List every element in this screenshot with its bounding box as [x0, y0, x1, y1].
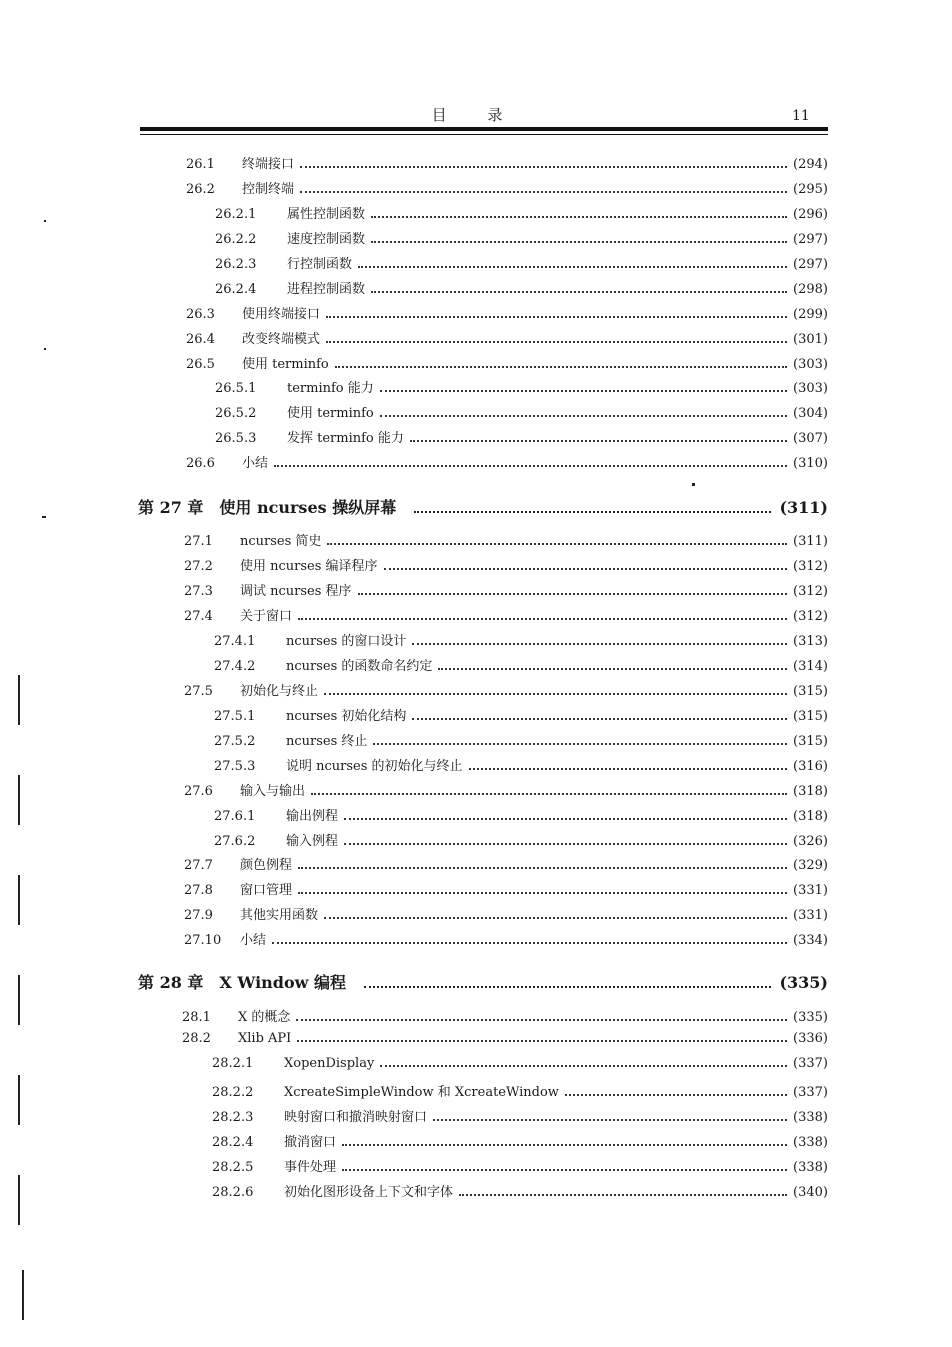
dot-leader — [298, 892, 787, 894]
dot-leader — [300, 166, 787, 168]
dot-leader — [414, 511, 771, 513]
section-number: 28.2.3 — [212, 1110, 254, 1125]
dot-leader — [300, 191, 787, 193]
section-page: (312) — [793, 609, 828, 624]
toc-chapter-28-heading — [138, 970, 828, 993]
section-page: (296) — [793, 207, 828, 222]
dot-leader — [344, 843, 787, 845]
section-number: 27.9 — [184, 908, 213, 923]
section-title: 输入与输出 — [240, 784, 306, 799]
dot-leader — [433, 1119, 787, 1121]
scan-mark — [18, 875, 20, 925]
toc-entry-27-4-1 — [214, 630, 828, 649]
dot-leader — [412, 718, 787, 720]
toc-entry-28-1 — [182, 1006, 828, 1025]
toc-entry-27-6-1 — [214, 805, 828, 824]
dot-leader — [297, 1040, 787, 1042]
section-page: (298) — [793, 282, 828, 297]
section-number: 27.5.1 — [214, 709, 256, 724]
dot-leader — [371, 216, 787, 218]
dot-leader — [358, 266, 787, 268]
section-title: 小结 — [242, 456, 269, 471]
section-title: 控制终端 — [242, 182, 295, 197]
section-page: (338) — [793, 1135, 828, 1150]
section-page: (336) — [793, 1031, 828, 1046]
section-number: 26.2.1 — [215, 207, 257, 222]
dot-leader — [324, 693, 787, 695]
toc-entry-27-4 — [184, 605, 828, 624]
dot-leader — [324, 917, 787, 919]
section-number: 28.2.5 — [212, 1160, 254, 1175]
dot-leader — [274, 465, 787, 467]
section-page: (313) — [793, 634, 828, 649]
section-title: 映射窗口和撤消映射窗口 — [284, 1110, 428, 1125]
section-title: 行控制函数 — [287, 257, 353, 272]
scan-mark — [18, 775, 20, 825]
toc-entry-26-2-1 — [215, 203, 828, 222]
section-number: 27.5 — [184, 684, 213, 699]
toc-entry-28-2-6 — [212, 1181, 828, 1200]
toc-entry-26-5 — [186, 353, 828, 372]
section-title: 初始化与终止 — [240, 684, 319, 699]
section-title: 小结 — [240, 933, 267, 948]
section-title: 终端接口 — [242, 157, 295, 172]
scan-speck — [44, 220, 46, 222]
section-title: 使用 ncurses 编译程序 — [240, 559, 378, 574]
chapter-number: 第 28 章 — [138, 973, 204, 992]
dot-leader — [327, 543, 787, 545]
section-page: (307) — [793, 431, 828, 446]
section-title: 速度控制函数 — [287, 232, 366, 247]
section-number: 27.6.1 — [214, 809, 256, 824]
toc-entry-27-4-2 — [214, 655, 828, 674]
section-title: ncurses 简史 — [240, 534, 322, 549]
section-page: (312) — [793, 559, 828, 574]
toc-entry-27-6 — [184, 780, 828, 799]
section-page: (331) — [793, 883, 828, 898]
dot-leader — [364, 986, 771, 988]
section-page: (301) — [793, 332, 828, 347]
scan-speck — [692, 483, 695, 486]
toc-entry-26-5-1 — [215, 377, 828, 396]
section-number: 27.5.3 — [214, 759, 256, 774]
section-number: 26.2.2 — [215, 232, 257, 247]
toc-entry-26-1 — [186, 153, 828, 172]
scan-mark — [18, 1075, 20, 1125]
toc-entry-27-5-2 — [214, 730, 828, 749]
chapter-page: (335) — [779, 973, 828, 992]
chapter-page: (311) — [779, 498, 828, 517]
toc-entry-28-2-2 — [212, 1081, 828, 1100]
section-number: 27.4.2 — [214, 659, 256, 674]
dot-leader — [469, 768, 787, 770]
section-number: 27.2 — [184, 559, 213, 574]
section-title: 改变终端模式 — [242, 332, 321, 347]
section-number: 27.6 — [184, 784, 213, 799]
section-title: ncurses 终止 — [286, 734, 368, 749]
dot-leader — [384, 568, 787, 570]
toc-entry-27-5 — [184, 680, 828, 699]
dot-leader — [371, 291, 787, 293]
toc-entry-26-5-3 — [215, 427, 828, 446]
section-title: 使用终端接口 — [242, 307, 321, 322]
section-number: 28.2 — [182, 1031, 211, 1046]
section-page: (315) — [793, 684, 828, 699]
section-title: ncurses 的窗口设计 — [286, 634, 407, 649]
toc-entry-28-2-4 — [212, 1131, 828, 1150]
section-title: 颜色例程 — [240, 858, 293, 873]
section-title: 说明 ncurses 的初始化与终止 — [286, 759, 463, 774]
section-number: 27.4.1 — [214, 634, 256, 649]
dot-leader — [272, 942, 787, 944]
toc-entry-27-10 — [184, 929, 828, 948]
toc-entry-26-2-4 — [215, 278, 828, 297]
section-page: (340) — [793, 1185, 828, 1200]
scan-mark — [18, 675, 20, 725]
dot-leader — [380, 1065, 787, 1067]
header-page-number: 11 — [792, 108, 810, 124]
section-title: ncurses 初始化结构 — [286, 709, 407, 724]
section-number: 27.10 — [184, 933, 222, 948]
section-title: 关于窗口 — [240, 609, 293, 624]
toc-entry-28-2-5 — [212, 1156, 828, 1175]
section-number: 27.7 — [184, 858, 213, 873]
section-number: 28.2.4 — [212, 1135, 254, 1150]
section-number: 26.5.2 — [215, 406, 257, 421]
section-number: 27.3 — [184, 584, 213, 599]
section-page: (299) — [793, 307, 828, 322]
section-number: 28.2.2 — [212, 1085, 254, 1100]
section-title: X 的概念 — [238, 1010, 291, 1025]
section-number: 26.5.3 — [215, 431, 257, 446]
dot-leader — [298, 867, 787, 869]
section-page: (316) — [793, 759, 828, 774]
running-header-title: 目 录 — [431, 106, 521, 124]
section-page: (338) — [793, 1160, 828, 1175]
chapter-title: 使用 ncurses 操纵屏幕 — [219, 498, 397, 517]
section-page: (334) — [793, 933, 828, 948]
dot-leader — [311, 793, 787, 795]
section-title: 输入例程 — [286, 834, 339, 849]
section-number: 26.4 — [186, 332, 215, 347]
scan-mark — [18, 1175, 20, 1225]
section-title: 撤消窗口 — [284, 1135, 337, 1150]
section-title: 初始化图形设备上下文和字体 — [284, 1185, 454, 1200]
toc-entry-27-6-2 — [214, 830, 828, 849]
toc-entry-27-5-3 — [214, 755, 828, 774]
dot-leader — [410, 440, 787, 442]
toc-entry-28-2 — [182, 1031, 828, 1046]
section-page: (295) — [793, 182, 828, 197]
dot-leader — [373, 743, 787, 745]
section-number: 28.2.6 — [212, 1185, 254, 1200]
section-number: 26.2.3 — [215, 257, 257, 272]
dot-leader — [344, 818, 787, 820]
section-number: 28.1 — [182, 1010, 211, 1025]
section-title: ncurses 的函数命名约定 — [286, 659, 433, 674]
toc-entry-27-8 — [184, 879, 828, 898]
section-title: 事件处理 — [284, 1160, 337, 1175]
section-title: 窗口管理 — [240, 883, 293, 898]
section-number: 27.4 — [184, 609, 213, 624]
toc-entry-26-2-2 — [215, 228, 828, 247]
dot-leader — [371, 241, 787, 243]
toc-entry-27-5-1 — [214, 705, 828, 724]
section-page: (318) — [793, 809, 828, 824]
chapter-number: 第 27 章 — [138, 498, 204, 517]
dot-leader — [342, 1144, 787, 1146]
section-title: XopenDisplay — [284, 1056, 375, 1071]
section-page: (297) — [793, 232, 828, 247]
toc-entry-28-2-3 — [212, 1106, 828, 1125]
dot-leader — [358, 593, 787, 595]
dot-leader — [296, 1019, 787, 1021]
section-page: (338) — [793, 1110, 828, 1125]
toc-entry-27-7 — [184, 854, 828, 873]
section-number: 27.1 — [184, 534, 213, 549]
section-title: 调试 ncurses 程序 — [240, 584, 352, 599]
section-page: (326) — [793, 834, 828, 849]
section-title: 使用 terminfo — [287, 406, 374, 421]
dot-leader — [412, 643, 787, 645]
toc-entry-26-5-2 — [215, 402, 828, 421]
section-page: (303) — [793, 357, 828, 372]
section-page: (331) — [793, 908, 828, 923]
toc-entry-26-4 — [186, 328, 828, 347]
section-page: (314) — [793, 659, 828, 674]
scan-mark — [18, 975, 20, 1025]
toc-entry-26-2-3 — [215, 253, 828, 272]
section-title: 使用 terminfo — [242, 357, 329, 372]
header-rule-thin — [140, 134, 828, 135]
dot-leader — [380, 415, 787, 417]
section-page: (311) — [793, 534, 828, 549]
section-page: (315) — [793, 709, 828, 724]
chapter-title: X Window 编程 — [219, 973, 347, 992]
toc-entry-26-3 — [186, 303, 828, 322]
section-title: Xlib API — [238, 1031, 292, 1046]
section-number: 26.2.4 — [215, 282, 257, 297]
section-title: 输出例程 — [286, 809, 339, 824]
section-number: 26.2 — [186, 182, 215, 197]
toc-entry-27-1 — [184, 530, 828, 549]
section-title: 发挥 terminfo 能力 — [287, 431, 404, 446]
section-page: (303) — [793, 381, 828, 396]
toc-entry-26-2 — [186, 178, 828, 197]
dot-leader — [380, 390, 787, 392]
dot-leader — [438, 668, 787, 670]
section-page: (297) — [793, 257, 828, 272]
section-page: (337) — [793, 1085, 828, 1100]
dot-leader — [565, 1094, 787, 1096]
section-number: 26.5.1 — [215, 381, 257, 396]
section-page: (312) — [793, 584, 828, 599]
section-number: 26.1 — [186, 157, 215, 172]
toc-entry-28-2-1 — [212, 1056, 828, 1071]
section-title: 进程控制函数 — [287, 282, 366, 297]
section-number: 28.2.1 — [212, 1056, 254, 1071]
section-title: 属性控制函数 — [287, 207, 366, 222]
section-page: (337) — [793, 1056, 828, 1071]
section-number: 26.6 — [186, 456, 215, 471]
section-page: (318) — [793, 784, 828, 799]
section-number: 27.6.2 — [214, 834, 256, 849]
section-number: 26.5 — [186, 357, 215, 372]
toc-entry-27-2 — [184, 555, 828, 574]
dot-leader — [335, 366, 787, 368]
toc-chapter-27-heading — [138, 495, 828, 518]
scan-mark — [22, 1270, 24, 1320]
section-page: (315) — [793, 734, 828, 749]
section-page: (304) — [793, 406, 828, 421]
header-rule-thick — [140, 127, 828, 131]
section-page: (335) — [793, 1010, 828, 1025]
scan-speck — [42, 516, 46, 518]
dot-leader — [459, 1194, 787, 1196]
section-number: 26.3 — [186, 307, 215, 322]
toc-entry-27-3 — [184, 580, 828, 599]
section-page: (310) — [793, 456, 828, 471]
section-title: 其他实用函数 — [240, 908, 319, 923]
toc-entry-27-9 — [184, 904, 828, 923]
toc-entry-26-6 — [186, 452, 828, 471]
dot-leader — [298, 618, 787, 620]
section-title: terminfo 能力 — [287, 381, 374, 396]
section-page: (329) — [793, 858, 828, 873]
dot-leader — [326, 341, 787, 343]
section-page: (294) — [793, 157, 828, 172]
section-title: XcreateSimpleWindow 和 XcreateWindow — [284, 1085, 559, 1100]
scan-speck — [44, 348, 46, 350]
section-number: 27.8 — [184, 883, 213, 898]
section-number: 27.5.2 — [214, 734, 256, 749]
dot-leader — [326, 316, 787, 318]
dot-leader — [342, 1169, 787, 1171]
